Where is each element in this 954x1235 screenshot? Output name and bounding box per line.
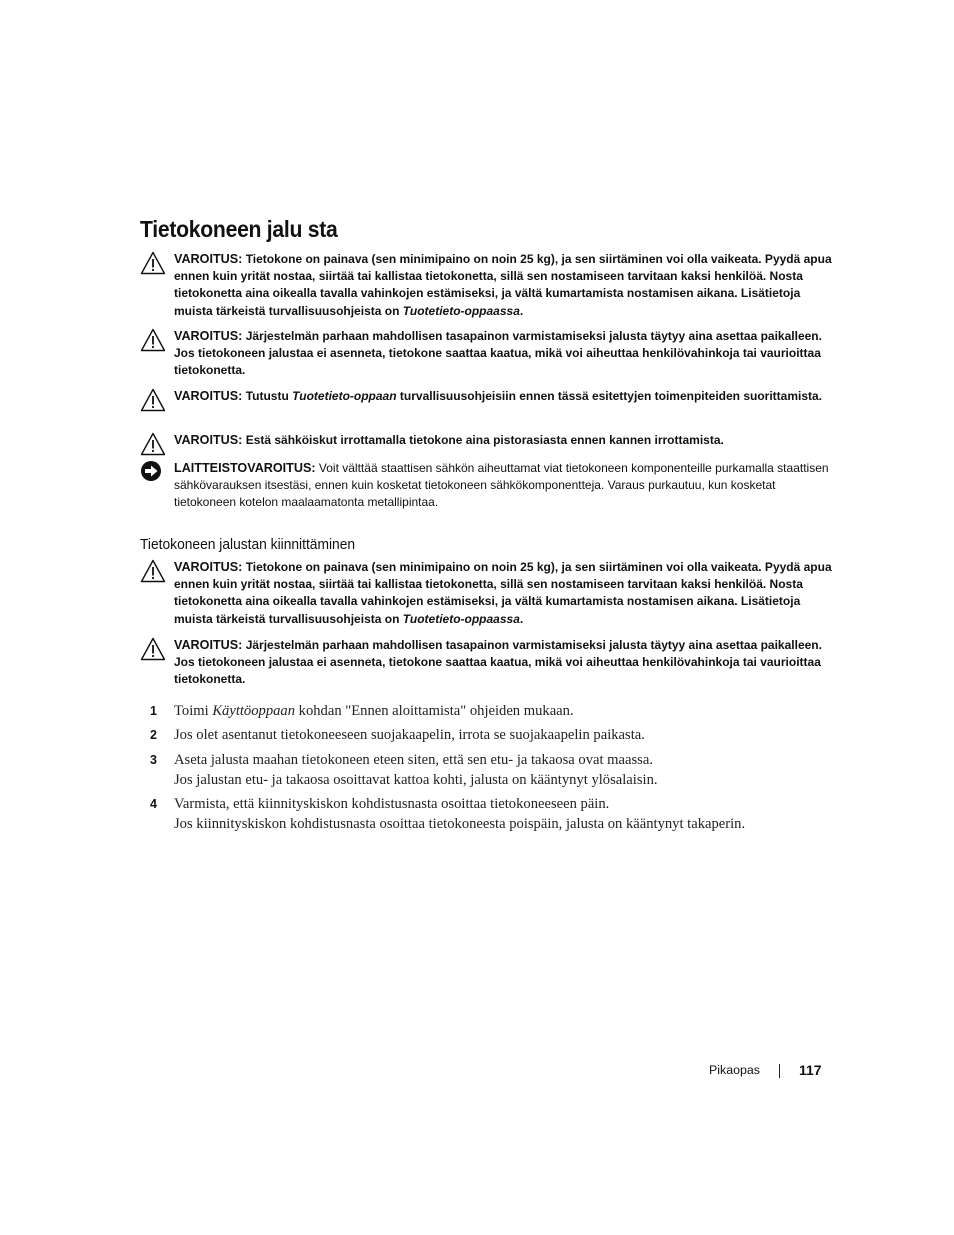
- warning-notice: VAROITUS: Tietokone on painava (sen minimipaino on noin 25 kg), ja sen siirtäminen voi olla vaikeata. Pyydä apua ennen kuin yrität nostaa, siirtää tai kallistaa tietokonetta, sillä sen nostamiseen tarvitaan kaksi henkilöä. Nosta tietokonetta aina oikealla tavalla vahinkojen estämiseksi, ja vältä kumartamista nostamisen aikana. Lisätietoja muista tärkeistä turvallisuusohjeista on Tuotetieto-oppaassa.: [140, 251, 820, 320]
- notice-text: Voit välttää staattisen sähkön aiheuttamat viat tietokoneen komponenteille purkamalla staattisen sähkövarauksen itsestäsi, ennen kuin kosketat tietokoneen sähkökomponentteja. Varaus purkautuu, kun kosketat tietokoneen kotelon maalaamatonta metallipintaa.: [174, 461, 829, 510]
- list-item: [140, 795, 820, 835]
- warning-label: VAROITUS:: [174, 433, 243, 447]
- notice-arrow-icon: [140, 460, 166, 484]
- step-text: Varmista, että kiinnityskiskon kohdistusnasta osoittaa tietokoneeseen päin.: [174, 795, 610, 812]
- step-number: 4: [150, 796, 157, 811]
- warning-label: VAROITUS:: [174, 560, 243, 574]
- step-list: [140, 702, 820, 839]
- warning-label: VAROITUS:: [174, 638, 243, 652]
- footer-section-name: Pikaopas: [709, 1063, 760, 1077]
- warning-text: Järjestelmän parhaan mahdollisen tasapainon varmistamiseksi jalusta täytyy aina asettaa paikalleen. Jos tietokoneen jalustaa ei asenneta, tietokone saattaa kaatua, mikä voi aiheuttaa henkilövahinkoja tai vaurioittaa tietokonetta.: [174, 638, 822, 687]
- footer-divider: [779, 1064, 780, 1078]
- hardware-notice: [140, 460, 829, 512]
- warning-text: Järjestelmän parhaan mahdollisen tasapainon varmistamiseksi jalusta täytyy aina asettaa paikalleen. Jos tietokoneen jalustaa ei asenneta, tietokone saattaa kaatua, mikä voi aiheuttaa henkilövahinkoja tai vaurioittaa tietokonetta.: [174, 329, 822, 378]
- step-number: 1: [150, 704, 157, 718]
- step-text: Jos olet asentanut tietokoneeseen suojakaapelin, irrota se suojakaapelin paikasta.: [174, 727, 645, 744]
- warning-notice: [140, 637, 820, 689]
- warning-triangle-icon: [140, 328, 166, 352]
- step-text: Aseta jalusta maahan tietokoneen eteen siten, että sen etu- ja takaosa ovat maassa.: [174, 751, 653, 768]
- list-item: [140, 726, 820, 746]
- warning-emphasis: Tuotetieto-oppaassa: [402, 303, 520, 318]
- page-title: Tietokoneen jalu sta: [140, 216, 338, 242]
- step-note: Jos kiinnityskiskon kohdistusnasta osoittaa tietokoneesta poispäin, jalusta on kääntynyt takaperin.: [174, 815, 746, 832]
- warning-label: VAROITUS:: [174, 329, 243, 343]
- warning-label: VAROITUS:: [174, 389, 243, 403]
- warning-triangle-icon: [140, 559, 166, 583]
- step-number: 2: [150, 728, 157, 743]
- step-note: Jos jalustan etu- ja takaosa osoittavat kattoa kohti, jalusta on kääntynyt ylösalaisin.: [174, 771, 658, 788]
- warning-text: Estä sähköiskut irrottamalla tietokone aina pistorasiasta ennen kannen irrottamista.: [245, 433, 724, 447]
- section-heading: Tietokoneen jalustan kiinnittäminen: [140, 536, 356, 553]
- warning-text: Tutustu: [245, 389, 293, 403]
- warning-emphasis: Tuotetieto-oppaan: [292, 389, 397, 403]
- warning-triangle-icon: [140, 388, 166, 412]
- notice-label: LAITTEISTOVAROITUS:: [174, 461, 316, 475]
- list-item: 1 Toimi Käyttöoppaan kohdan "Ennen aloittamista" ohjeiden mukaan.: [150, 703, 574, 719]
- warning-triangle-icon: [140, 637, 166, 661]
- list-item: [140, 751, 820, 791]
- warning-notice: VAROITUS: Tietokone on painava (sen minimipaino on noin 25 kg), ja sen siirtäminen voi olla vaikeata. Pyydä apua ennen kuin yrität nostaa, siirtää tai kallistaa tietokonetta, sillä sen nostamiseen tarvitaan kaksi henkilöä. Nosta tietokonetta aina oikealla tavalla vahinkojen estämiseksi, ja vältä kumartamista nostamisen aikana. Lisätietoja muista tärkeistä turvallisuusohjeista on Tuotetieto-oppaassa.: [140, 559, 820, 628]
- warning-triangle-icon: [140, 432, 166, 456]
- warning-notice: [140, 432, 820, 449]
- step-number: 3: [150, 752, 157, 767]
- page-footer: [0, 1062, 954, 1082]
- warning-text: Tietokone on painava (sen minimipaino on noin 25 kg), ja sen siirtäminen voi olla vaikeata. Pyydä apua ennen kuin yrität nostaa, siirtää tai kallistaa tietokonetta, sillä sen nostamiseen tarvitaan kaksi henkilöä. Nosta tietokonetta aina oikealla tavalla vahinkojen estämiseksi, ja vältä kumartamista nostamisen aikana. Lisätietoja muista tärkeistä turvallisuusohjeista on: [174, 252, 832, 318]
- warning-triangle-icon: [140, 251, 166, 275]
- warning-notice: VAROITUS: Tutustu Tuotetieto-oppaan turvallisuusohjeisiin ennen tässä esitettyjen toimenpiteiden suorittamista.: [140, 388, 820, 405]
- warning-text: Tietokone on painava (sen minimipaino on noin 25 kg), ja sen siirtäminen voi olla vaikeata. Pyydä apua ennen kuin yrität nostaa, siirtää tai kallistaa tietokonetta, sillä sen nostamiseen tarvitaan kaksi henkilöä. Nosta tietokonetta aina oikealla tavalla vahinkojen estämiseksi, ja vältä kumartamista nostamisen aikana. Lisätietoja muista tärkeistä turvallisuusohjeista on: [174, 560, 832, 626]
- warning-emphasis: Tuotetieto-oppaassa: [402, 611, 520, 626]
- page-number: 117: [799, 1062, 822, 1078]
- warning-notice: [140, 328, 820, 380]
- step-emphasis: Käyttöoppaan: [212, 703, 296, 719]
- warning-label: VAROITUS:: [174, 252, 243, 266]
